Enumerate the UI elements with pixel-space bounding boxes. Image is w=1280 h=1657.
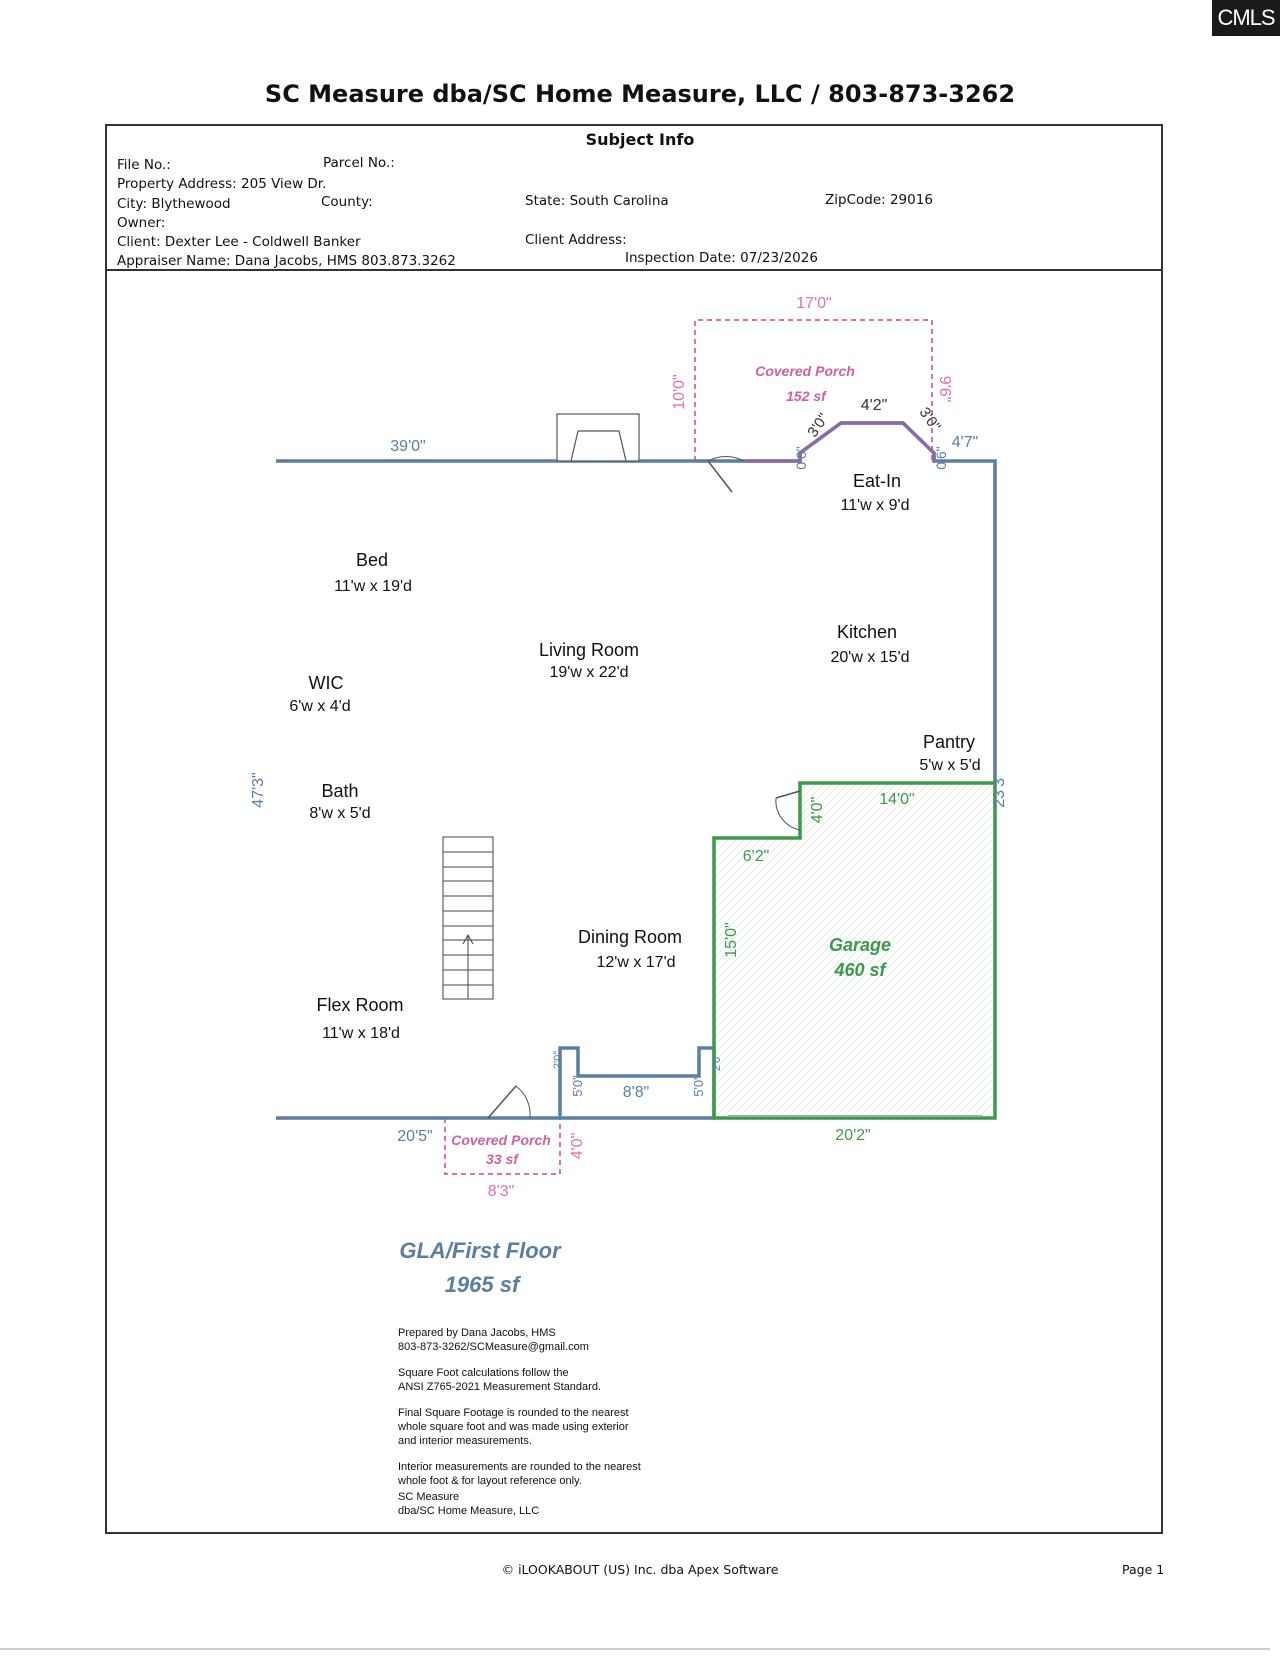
front-porch-name: Covered Porch <box>451 1132 551 1148</box>
room-pantry-name: Pantry <box>922 732 976 752</box>
dim-right-wall: 23'3" <box>991 772 1008 808</box>
state: State: South Carolina <box>525 193 669 209</box>
footer-copyright: © iLOOKABOUT (US) Inc. dba Apex Software <box>501 1562 779 1577</box>
room-bed-size: 11'w x 19'd <box>334 578 412 595</box>
dim-bay-left-short: 0'6" <box>793 446 809 470</box>
file-no: File No.: <box>117 157 171 173</box>
dim-bottom-left: 20'5" <box>397 1128 433 1145</box>
front-door <box>488 1086 530 1118</box>
dim-right-top: 4'7" <box>951 434 979 451</box>
city: City: Blythewood <box>117 196 231 212</box>
gla-label: GLA/First Floor <box>399 1238 561 1263</box>
client: Client: Dexter Lee - Coldwell Banker <box>117 234 361 250</box>
room-living-size: 19'w x 22'd <box>549 664 629 681</box>
dim-front-porch-depth: 4'0" <box>569 1132 586 1160</box>
subject-info-title: Subject Info <box>585 130 695 149</box>
footer-page-number: Page 1 <box>1122 1562 1165 1577</box>
room-eat-in-name: Eat-In <box>852 471 902 491</box>
room-kitchen-name: Kitchen <box>836 622 898 642</box>
appraiser-name: Appraiser Name: Dana Jacobs, HMS 803.873.3262 <box>117 253 456 269</box>
room-eat-in-size: 11'w x 9'd <box>840 497 910 514</box>
rear-porch-name: Covered Porch <box>755 363 855 379</box>
notes-interior: Interior measurements are rounded to the nearest whole foot & for layout reference only. <box>398 1461 641 1487</box>
room-bath-name: Bath <box>321 781 359 801</box>
notes-company: SC Measure dba/SC Home Measure, LLC <box>398 1491 540 1517</box>
dim-bay-right-diag: 3'0" <box>915 404 944 435</box>
owner: Owner: <box>117 215 166 231</box>
dim-bump-right-a: 5'0" <box>691 1075 706 1097</box>
dim-garage-bottom: 20'2" <box>835 1127 871 1144</box>
room-bath-size: 8'w x 5'd <box>309 805 371 822</box>
dim-garage-notch: 4'0" <box>809 796 826 824</box>
parcel-no: Parcel No.: <box>323 155 395 171</box>
dim-bump-right-b: 2'0" <box>711 1052 723 1072</box>
garage-entry-door <box>776 791 800 830</box>
garage-area: 460 sf <box>834 960 886 980</box>
dim-porch-width: 17'0" <box>796 295 832 312</box>
room-pantry-size: 5'w x 5'd <box>919 757 981 774</box>
dim-bump-left-b: 2'0" <box>552 1050 564 1070</box>
dim-garage-top: 14'0" <box>879 791 915 808</box>
room-dining-name: Dining Room <box>577 927 683 947</box>
property-address: Property Address: 205 View Dr. <box>117 176 327 192</box>
room-flex-size: 11'w x 18'd <box>322 1025 400 1042</box>
stairs <box>443 837 493 999</box>
rear-porch-area: 152 sf <box>786 388 826 404</box>
cmls-logo: CMLS <box>1212 0 1280 36</box>
dim-bay-left-diag: 3'0" <box>804 410 833 441</box>
room-flex-name: Flex Room <box>316 995 404 1015</box>
client-address: Client Address: <box>525 232 627 248</box>
room-bed-name: Bed <box>355 550 389 570</box>
dim-garage-left: 15'0" <box>723 922 740 958</box>
bottom-rule <box>0 1648 1270 1650</box>
dim-left-wall: 47'3" <box>250 772 267 808</box>
room-wic-name: WIC <box>308 673 344 693</box>
dim-bump-width: 8'8" <box>622 1084 650 1101</box>
gla-area: 1965 sf <box>444 1272 520 1297</box>
room-kitchen-size: 20'w x 15'd <box>830 649 910 666</box>
notes-standard: Square Foot calculations follow the ANSI Z765-2021 Measurement Standard. <box>398 1367 602 1393</box>
dim-bay-right-short: 0'6" <box>933 446 949 470</box>
room-dining-size: 12'w x 17'd <box>596 954 676 971</box>
garage-name: Garage <box>828 935 892 955</box>
dim-garage-step: 6'2" <box>742 848 770 865</box>
room-wic-size: 6'w x 4'd <box>289 698 351 715</box>
front-porch-area: 33 sf <box>486 1151 518 1167</box>
header-title: SC Measure dba/SC Home Measure, LLC / 803-873-3262 <box>264 80 1016 108</box>
zipcode: ZipCode: 29016 <box>825 192 933 208</box>
notes-rounding: Final Square Footage is rounded to the nearest whole square foot and was made using exterior and interior measurements. <box>398 1407 629 1447</box>
notes-prepared-by: Prepared by Dana Jacobs, HMS 803-873-3262/SCMeasure@gmail.com <box>398 1327 589 1353</box>
fireplace <box>557 414 639 461</box>
dim-front-porch-width: 8'3" <box>487 1183 515 1200</box>
dim-top-wall: 39'0" <box>390 438 426 455</box>
dim-bump-left-a: 5'0" <box>570 1075 585 1097</box>
county: County: <box>321 194 373 210</box>
dim-porch-right: 9'6" <box>936 375 953 403</box>
inspection-date: Inspection Date: 07/23/2026 <box>625 250 818 266</box>
bay-window <box>745 423 934 461</box>
dim-porch-left: 10'0" <box>671 374 688 410</box>
dim-bay-top: 4'2" <box>860 397 888 414</box>
room-living-name: Living Room <box>538 640 640 660</box>
